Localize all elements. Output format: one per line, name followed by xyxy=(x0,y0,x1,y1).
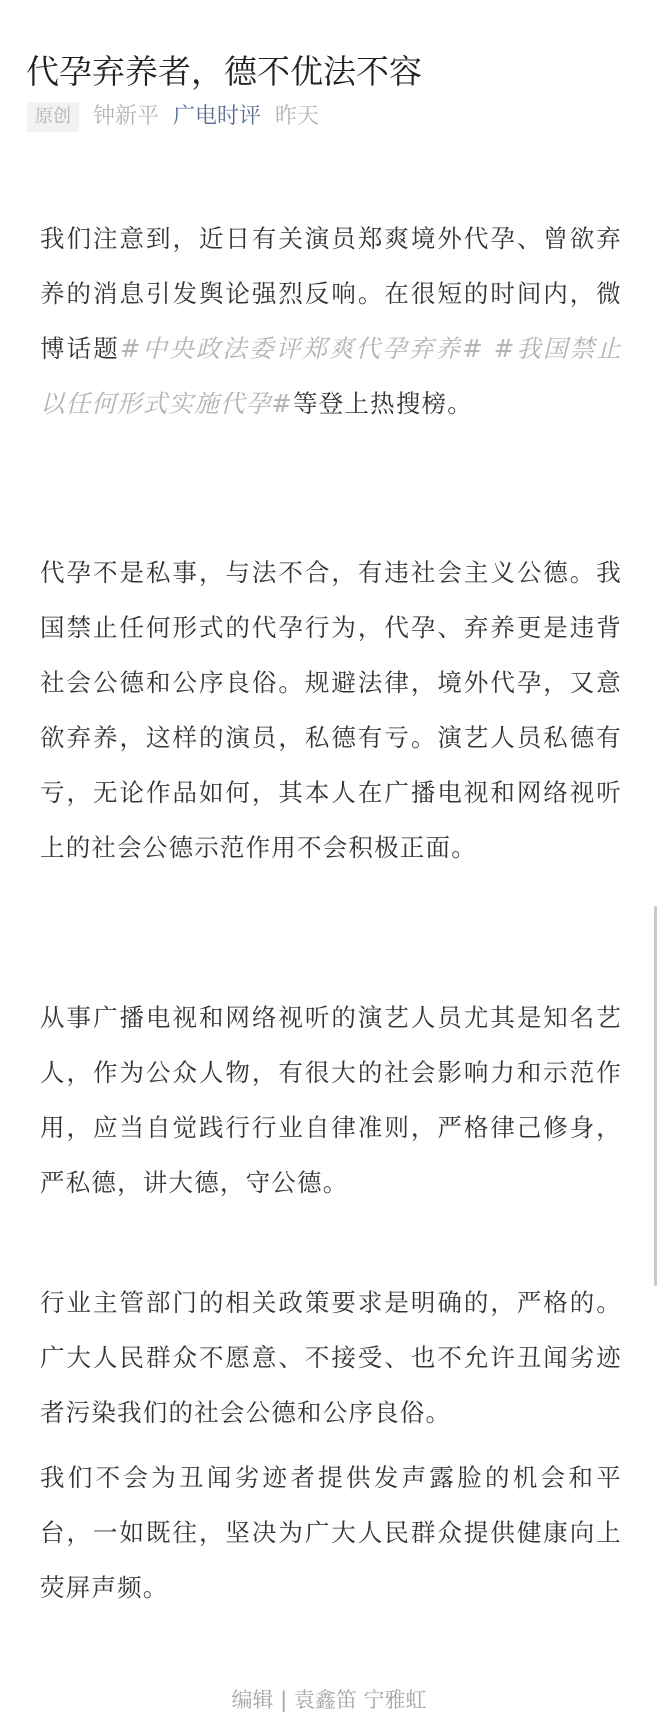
hashtag-link[interactable]: #中央政法委评郑爽代孕弃养# xyxy=(119,333,484,363)
scrollbar[interactable] xyxy=(654,906,657,1286)
paragraph-1-tail: 等登上热搜榜。 xyxy=(293,388,473,418)
author-name: 钟新平 xyxy=(93,104,160,129)
original-badge: 原创 xyxy=(27,102,79,132)
article-title: 代孕弃养者，德不优法不容 xyxy=(26,52,422,92)
hashtag-separator xyxy=(484,334,494,363)
hashtag-link[interactable]: #我国禁止以任何形式实施代孕# xyxy=(40,333,622,418)
paragraph-2: 代孕不是私事，与法不合，有违社会主义公德。我国禁止任何形式的代孕行为，代孕、弃养更是违背社会公德和公序良俗。规避法律，境外代孕，又意欲弃养，这样的演员，私德有亏。演艺人员私德有亏，无论作品如何，其本人在广播电视和网络视听上的社会公德示范作用不会积极正面。 xyxy=(40,557,622,862)
paragraph-3: 从事广播电视和网络视听的演艺人员尤其是知名艺人，作为公众人物，有很大的社会影响力和示范作用，应当自觉践行行业自律准则，严格律己修身，严私德，讲大德，守公德。 xyxy=(40,1002,622,1197)
paragraph-5: 我们不会为丑闻劣迹者提供发声露脸的机会和平台，一如既往，坚决为广大人民群众提供健康向上荧屏声频。 xyxy=(40,1462,622,1602)
article-meta xyxy=(27,100,319,134)
publish-time: 昨天 xyxy=(275,104,320,129)
account-name-link[interactable]: 广电时评 xyxy=(173,104,262,129)
paragraph-4: 行业主管部门的相关政策要求是明确的，严格的。广大人民群众不愿意、不接受、也不允许丑闻劣迹者污染我们的社会公德和公序良俗。 xyxy=(40,1287,622,1427)
paragraph-1 xyxy=(40,211,622,431)
paragraph-1-text: 我们注意到，近日有关演员郑爽境外代孕、曾欲弃养的消息引发舆论强烈反响。在很短的时间内，微博话题 xyxy=(40,223,622,363)
editor-credit: 编辑 | 袁鑫笛 宁雅虹 xyxy=(231,1688,427,1712)
